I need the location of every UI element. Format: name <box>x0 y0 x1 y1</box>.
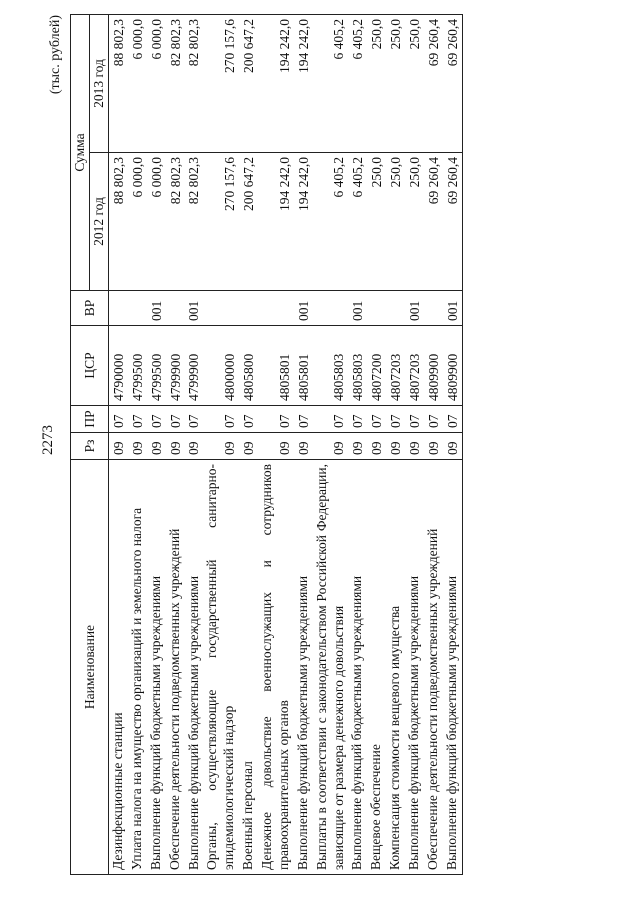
cell-name: Выплаты в соответствии с законодательством Российской Федерации, зависящие от размера денежного довольствия <box>313 460 349 875</box>
cell-pr: 07 <box>147 406 166 433</box>
table-body <box>109 14 463 874</box>
cell-name: Компенсация стоимости вещевого имущества <box>386 460 405 875</box>
header-vr: ВР <box>71 291 109 326</box>
table-row <box>405 14 424 874</box>
table-row <box>424 14 443 874</box>
cell-rz: 09 <box>294 433 313 460</box>
table-row <box>348 14 367 874</box>
cell-rz: 09 <box>443 433 462 460</box>
cell-rz: 09 <box>203 433 239 460</box>
cell-vr <box>258 291 294 326</box>
table-row <box>239 14 258 874</box>
cell-csr: 4805801 <box>294 326 313 406</box>
cell-sum-2013: 82 802,3 <box>185 14 204 152</box>
cell-vr <box>386 291 405 326</box>
cell-sum-2013: 69 260,4 <box>424 14 443 152</box>
cell-vr <box>109 291 128 326</box>
cell-pr: 07 <box>348 406 367 433</box>
cell-vr: 001 <box>294 291 313 326</box>
cell-name: Военный персонал <box>239 460 258 875</box>
cell-rz: 09 <box>386 433 405 460</box>
cell-name: Обеспечение деятельности подведомственных учреждений <box>166 460 185 875</box>
cell-rz: 09 <box>185 433 204 460</box>
cell-csr: 4799500 <box>128 326 147 406</box>
table-row <box>166 14 185 874</box>
cell-sum-2012: 194 242,0 <box>294 153 313 291</box>
cell-rz: 09 <box>405 433 424 460</box>
cell-vr <box>367 291 386 326</box>
cell-rz: 09 <box>367 433 386 460</box>
table-row <box>203 14 239 874</box>
budget-table <box>70 14 463 875</box>
cell-name: Дезинфекционные станции <box>109 460 128 875</box>
cell-sum-2012: 250,0 <box>367 153 386 291</box>
cell-sum-2012: 194 242,0 <box>258 153 294 291</box>
cell-pr: 07 <box>166 406 185 433</box>
header-row <box>71 14 90 874</box>
cell-rz: 09 <box>147 433 166 460</box>
cell-vr: 001 <box>185 291 204 326</box>
cell-sum-2013: 250,0 <box>405 14 424 152</box>
cell-sum-2012: 6 000,0 <box>128 153 147 291</box>
cell-pr: 07 <box>109 406 128 433</box>
cell-vr: 001 <box>147 291 166 326</box>
cell-sum-2012: 6 000,0 <box>147 153 166 291</box>
cell-pr: 07 <box>239 406 258 433</box>
table-row <box>443 14 462 874</box>
cell-sum-2013: 82 802,3 <box>166 14 185 152</box>
cell-pr: 07 <box>424 406 443 433</box>
cell-csr: 4809900 <box>443 326 462 406</box>
cell-vr <box>424 291 443 326</box>
cell-rz: 09 <box>166 433 185 460</box>
table-row <box>313 14 349 874</box>
cell-sum-2012: 250,0 <box>386 153 405 291</box>
cell-vr <box>203 291 239 326</box>
cell-csr: 4807200 <box>367 326 386 406</box>
cell-name: Выполнение функций бюджетными учреждениями <box>443 460 462 875</box>
page-number: 2273 <box>40 425 56 455</box>
cell-sum-2013: 200 647,2 <box>239 14 258 152</box>
cell-csr: 4805800 <box>239 326 258 406</box>
cell-rz: 09 <box>348 433 367 460</box>
cell-vr: 001 <box>348 291 367 326</box>
header-name: Наименование <box>71 460 109 875</box>
header-pr: ПР <box>71 406 109 433</box>
cell-name: Органы, осуществляющие государственный санитарно-эпидемиологический надзор <box>203 460 239 875</box>
cell-name: Денежное довольствие военнослужащих и сотрудников правоохранительных органов <box>258 460 294 875</box>
cell-pr: 07 <box>203 406 239 433</box>
cell-csr: 4805803 <box>348 326 367 406</box>
cell-sum-2012: 6 405,2 <box>348 153 367 291</box>
cell-name: Выполнение функций бюджетными учреждениями <box>147 460 166 875</box>
cell-pr: 07 <box>258 406 294 433</box>
cell-csr: 4799900 <box>166 326 185 406</box>
table-row <box>294 14 313 874</box>
table-row <box>109 14 128 874</box>
cell-sum-2012: 69 260,4 <box>424 153 443 291</box>
cell-name: Уплата налога на имущество организаций и земельного налога <box>128 460 147 875</box>
cell-rz: 09 <box>109 433 128 460</box>
cell-csr: 4790000 <box>109 326 128 406</box>
cell-sum-2013: 69 260,4 <box>443 14 462 152</box>
cell-vr <box>239 291 258 326</box>
header-2012: 2012 год <box>90 153 109 291</box>
cell-csr: 4807203 <box>405 326 424 406</box>
cell-sum-2013: 270 157,6 <box>203 14 239 152</box>
cell-rz: 09 <box>313 433 349 460</box>
cell-csr: 4809900 <box>424 326 443 406</box>
cell-sum-2013: 6 405,2 <box>313 14 349 152</box>
cell-csr: 4805801 <box>258 326 294 406</box>
header-sum: Сумма <box>71 14 90 290</box>
cell-vr <box>313 291 349 326</box>
table-row <box>367 14 386 874</box>
header-csr: ЦСР <box>71 326 109 406</box>
cell-sum-2012: 270 157,6 <box>203 153 239 291</box>
rotated-page <box>40 15 600 875</box>
cell-sum-2012: 6 405,2 <box>313 153 349 291</box>
cell-csr: 4800000 <box>203 326 239 406</box>
table-row <box>147 14 166 874</box>
cell-name: Вещевое обеспечение <box>367 460 386 875</box>
cell-pr: 07 <box>443 406 462 433</box>
header-rz: Рз <box>71 433 109 460</box>
table-row <box>185 14 204 874</box>
cell-name: Выполнение функций бюджетными учреждениями <box>185 460 204 875</box>
table-row <box>258 14 294 874</box>
cell-rz: 09 <box>258 433 294 460</box>
cell-sum-2013: 6 000,0 <box>128 14 147 152</box>
cell-sum-2013: 6 000,0 <box>147 14 166 152</box>
cell-name: Выполнение функций бюджетными учреждениями <box>348 460 367 875</box>
cell-rz: 09 <box>424 433 443 460</box>
cell-sum-2012: 250,0 <box>405 153 424 291</box>
cell-pr: 07 <box>185 406 204 433</box>
cell-sum-2013: 250,0 <box>386 14 405 152</box>
cell-pr: 07 <box>294 406 313 433</box>
cell-name: Выполнение функций бюджетными учреждениями <box>294 460 313 875</box>
cell-sum-2013: 6 405,2 <box>348 14 367 152</box>
cell-sum-2012: 88 802,3 <box>109 153 128 291</box>
cell-vr: 001 <box>405 291 424 326</box>
cell-sum-2012: 82 802,3 <box>185 153 204 291</box>
cell-sum-2012: 69 260,4 <box>443 153 462 291</box>
cell-sum-2012: 200 647,2 <box>239 153 258 291</box>
table-row <box>386 14 405 874</box>
table-row <box>128 14 147 874</box>
cell-name: Обеспечение деятельности подведомственных учреждений <box>424 460 443 875</box>
cell-pr: 07 <box>313 406 349 433</box>
cell-name: Выполнение функций бюджетными учреждениями <box>405 460 424 875</box>
cell-sum-2013: 194 242,0 <box>294 14 313 152</box>
cell-csr: 4807203 <box>386 326 405 406</box>
cell-csr: 4799500 <box>147 326 166 406</box>
cell-sum-2013: 194 242,0 <box>258 14 294 152</box>
cell-sum-2012: 82 802,3 <box>166 153 185 291</box>
header-2013: 2013 год <box>90 14 109 152</box>
cell-vr <box>128 291 147 326</box>
cell-sum-2013: 88 802,3 <box>109 14 128 152</box>
units-note: (тыс. рублей) <box>48 15 63 95</box>
cell-pr: 07 <box>367 406 386 433</box>
cell-pr: 07 <box>128 406 147 433</box>
cell-pr: 07 <box>405 406 424 433</box>
cell-rz: 09 <box>128 433 147 460</box>
cell-csr: 4805803 <box>313 326 349 406</box>
cell-pr: 07 <box>386 406 405 433</box>
cell-rz: 09 <box>239 433 258 460</box>
cell-csr: 4799900 <box>185 326 204 406</box>
cell-sum-2013: 250,0 <box>367 14 386 152</box>
cell-vr: 001 <box>443 291 462 326</box>
cell-vr <box>166 291 185 326</box>
